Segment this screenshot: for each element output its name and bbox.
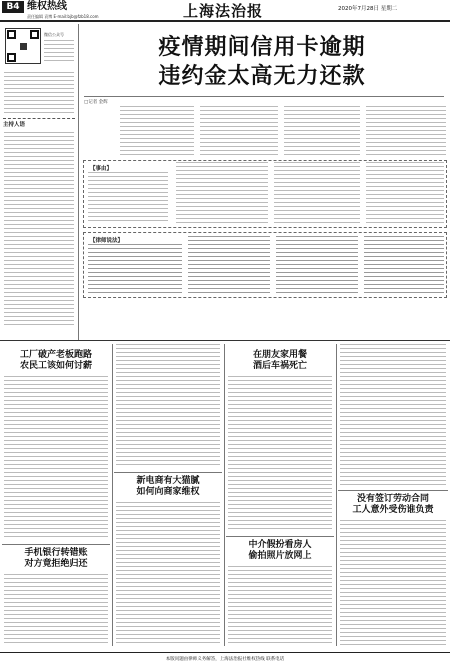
- lawyer-col-3: [276, 236, 358, 294]
- col-sep-2: [224, 344, 225, 646]
- case-col-1: [88, 172, 168, 224]
- lawyer-col-2: [188, 236, 270, 294]
- article-2-rule: [2, 544, 110, 545]
- footer: 本版问题由律师义务解答，上海法治报社维权热线 联系电话: [0, 652, 450, 668]
- headline-rule: [84, 96, 444, 97]
- lawyer-col-4: [364, 236, 444, 294]
- article-4-continued: [340, 344, 446, 486]
- article-2-title: 手机银行转错账 对方竟拒绝归还: [24, 548, 88, 569]
- article-6-body: [340, 520, 446, 646]
- article-5-rule: [226, 536, 334, 537]
- article-2-body: [4, 574, 108, 646]
- article-3-body: [116, 502, 220, 646]
- col-sep-3: [336, 344, 337, 646]
- page-number: B4: [2, 1, 24, 13]
- headline-line-1: 疫情期间信用卡逾期: [158, 34, 366, 60]
- article-1-continued: [116, 344, 220, 468]
- byline: □记者 金辉: [84, 100, 108, 105]
- qr-code: [5, 28, 41, 64]
- article-4-body: [228, 376, 332, 532]
- host-title: 主持人语: [3, 122, 26, 128]
- article-5-title: 中介假扮看房人 偷拍照片放网上: [248, 540, 312, 561]
- article-6-rule: [338, 490, 448, 491]
- lead-column-1: [120, 106, 194, 156]
- issue-date: 2020年7月28日 星期二: [338, 6, 398, 12]
- section-title: 维权热线: [27, 1, 67, 12]
- case-label: 【事由】: [90, 166, 113, 172]
- article-1-title: 工厂破产老板跑路 农民工该如何讨薪: [19, 350, 92, 371]
- article-6-title: 没有签订劳动合同 工人意外受伤谁负责: [352, 494, 434, 515]
- col-sep-1: [112, 344, 113, 646]
- case-col-4: [366, 162, 444, 224]
- lead-column-4: [366, 106, 446, 156]
- lawyer-label: 【律师说法】: [90, 238, 124, 244]
- case-col-3: [274, 162, 360, 224]
- article-4-title: 在朋友家用餐 酒后车祸死亡: [252, 350, 307, 371]
- newspaper-logo: 上海法治报: [183, 2, 264, 20]
- section-rule: [0, 340, 450, 341]
- lead-column-2: [200, 106, 278, 156]
- qr-caption: 微信公众号: [44, 32, 64, 37]
- sidebar-separator: [78, 24, 79, 340]
- case-col-2: [176, 162, 268, 224]
- article-5-body: [228, 566, 332, 646]
- sidebar-divider: [3, 118, 75, 119]
- editor-line: 责任编辑 袁博 E-mail:bjb@fzb18.com: [27, 14, 99, 19]
- qr-desc-text: [44, 40, 74, 62]
- article-3-rule: [114, 472, 222, 473]
- article-1-body: [4, 376, 108, 540]
- host-text: [4, 132, 74, 328]
- headline-line-2: 违约金太高无力还款: [158, 63, 366, 89]
- lawyer-col-1: [88, 244, 182, 294]
- header-rule: [0, 20, 450, 22]
- main-headline: [112, 33, 412, 91]
- article-3-title: 新电商有大猫腻 如何向商家维权: [136, 476, 200, 497]
- lead-column-3: [284, 106, 360, 156]
- sidebar-text: [4, 72, 74, 114]
